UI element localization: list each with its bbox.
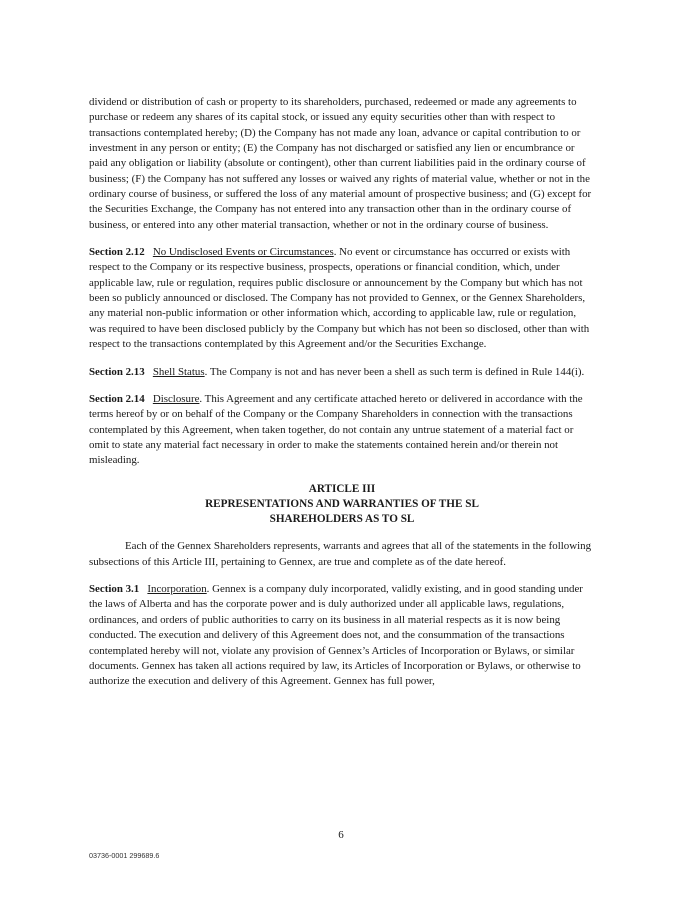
- document-id: 03736-0001 299689.6: [89, 851, 160, 860]
- section-title: Shell Status: [152, 365, 205, 378]
- section-number: Section 3.1: [89, 583, 140, 596]
- section-body: . The Company is not and has never been a shell as such term is defined in Rule 144(i).: [204, 365, 585, 378]
- document-body: [89, 95, 595, 690]
- article-heading: ARTICLE III: [308, 482, 376, 495]
- section-number: Section 2.14: [89, 392, 145, 405]
- section-title: Incorporation: [147, 583, 207, 596]
- section-2-14: [89, 392, 595, 469]
- article-subheading-line2: SHAREHOLDERS AS TO SL: [269, 513, 415, 526]
- article-subheading-line1: REPRESENTATIONS AND WARRANTIES OF THE SL: [205, 497, 479, 510]
- paragraph-continuation: dividend or distribution of cash or property to its shareholders, purchased, redeemed or made any agreements to purchase or redeem any shares of its capital stock, or issued any equity securities other than with respect to transactions contemplated hereby; (D) the Company has not made any loan, advance or capital contribution to or investment in any person or entity; (E) the Company has not discharged or satisfied any lien or encumbrance or paid any obligation or liability (absolute or contingent), other than current liabilities paid in the ordinary course of business; (F) the Company has not suffered any losses or waived any rights of material value, whether or not in the ordinary course of business, or suffered the loss of any material amount of prospective business; and (G) except for the Securities Exchange, the Company has not entered into any transaction other than in the ordinary course of business, or entered into any other material transaction, whether or not in the ordinary course of business.: [89, 96, 592, 231]
- page-number: 6: [338, 829, 344, 841]
- article-intro: Each of the Gennex Shareholders represents, warrants and agrees that all of the statements in the following subsections of this Article III, pertaining to Gennex, are true and complete as of the date hereof.: [89, 540, 592, 568]
- section-2-12: [89, 245, 595, 352]
- section-body: . Gennex is a company duly incorporated, validly existing, and in good standing under the laws of Alberta and has the corporate power and is duly authorized under all applicable laws, regulations, ordinances, and orders of public authorities to carry on its business in all material respects as it is now being conducted. The execution and delivery of this Agreement does not, and the consummation of the transactions contemplated hereby will not, violate any provision of Gennex’s Articles of Incorporation or Bylaws, or similar documents. Gennex has taken all actions required by law, its Articles of Incorporation or Bylaws, or otherwise to authorize the execution and delivery of this Agreement. Gennex has full power,: [89, 583, 583, 688]
- section-title: No Undisclosed Events or Circumstances: [152, 246, 334, 259]
- section-3-1: [89, 582, 595, 689]
- section-body: . No event or circumstance has occurred or exists with respect to the Company or its respective business, prospects, operations or financial condition, which, under applicable law, rule or regulation, requires public disclosure or announcement by the Company but which has not been so publicly announced or disclosed. The Company has not provided to Gennex, or the Gennex Shareholders, any material non-public information or other information which, according to applicable law, rule or regulation, was required to have been disclosed publicly by the Company but which has not been so disclosed, other than with respect to the transactions contemplated by this Agreement and/or the Securities Exchange.: [89, 246, 590, 351]
- section-body: . This Agreement and any certificate attached hereto or delivered in accordance with the terms hereof by or on behalf of the Company or the Company Shareholders in connection with the transactions contemplated by this Agreement, when taken together, do not contain any untrue statement of a material fact or omit to state any material fact necessary in order to make the statements contained herein and/or therein not misleading.: [89, 392, 583, 467]
- section-number: Section 2.13: [89, 365, 145, 378]
- section-2-13: [89, 365, 595, 380]
- section-title: Disclosure: [152, 392, 200, 405]
- section-number: Section 2.12: [89, 246, 145, 259]
- article-heading-block: [89, 482, 595, 528]
